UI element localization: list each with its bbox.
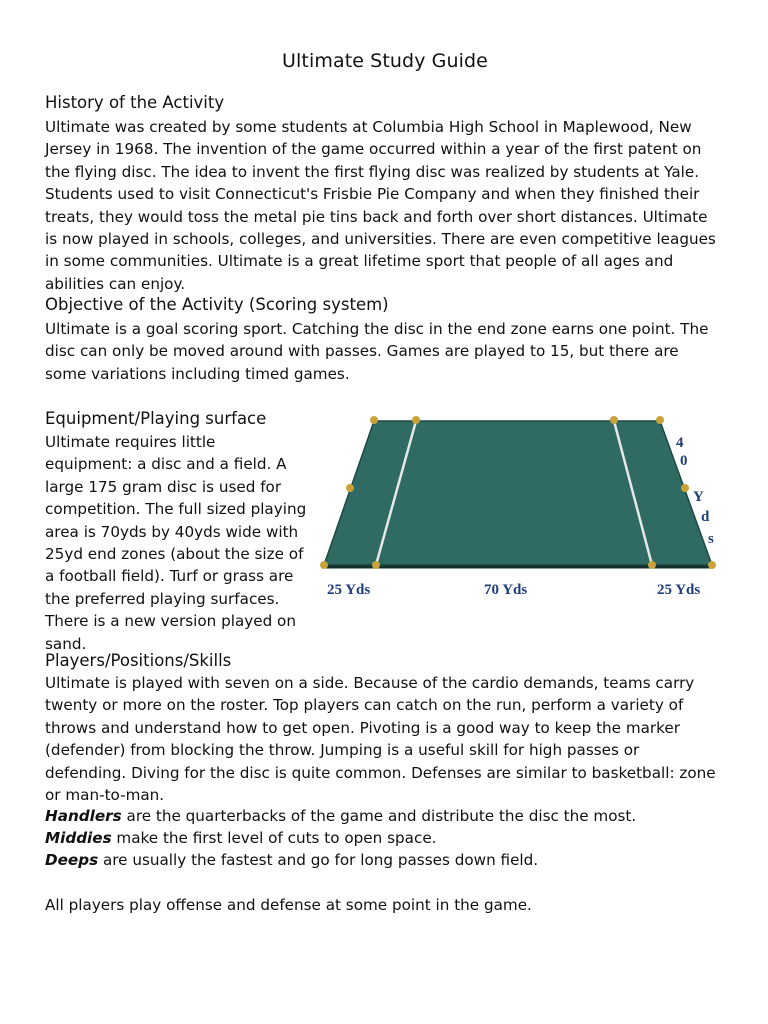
field-length-label: 70 Yds [484, 582, 528, 598]
cone-marker [346, 484, 354, 492]
role-name: Middies [45, 829, 112, 847]
equipment-text: Ultimate requires little equipment: a disc and a field. A large 175 gram disc is used for competition. The full sized playing area is 70yds by 40yds wide with 25yd end zones (about the size of a football field). Turf or grass are the preferred playing surfaces. There is a new version played on sand. [45, 433, 307, 653]
role-desc: make the first level of cuts to open space. [111, 829, 437, 847]
cone-marker [681, 484, 689, 492]
cone-marker [372, 561, 380, 569]
role-desc: are the quarterbacks of the game and distribute the disc the most. [121, 807, 637, 825]
width-label-char: Y [693, 489, 704, 505]
players-heading: Players/Positions/Skills [45, 651, 232, 670]
field-diagram-svg [312, 407, 722, 609]
right-endzone-label: 25 Yds [657, 582, 701, 598]
cone-marker [708, 561, 716, 569]
role-name: Deeps [45, 851, 99, 869]
closing-text: All players play offense and defense at some point in the game. [45, 896, 532, 914]
cone-marker [370, 416, 378, 424]
field-diagram [312, 407, 722, 609]
page-title: Ultimate Study Guide [282, 50, 488, 72]
equipment-heading: Equipment/Playing surface [45, 409, 267, 428]
width-label-char: d [701, 509, 710, 525]
role-desc: are usually the fastest and go for long passes down field. [98, 851, 539, 869]
cone-marker [412, 416, 420, 424]
left-endzone-label: 25 Yds [327, 582, 371, 598]
role-name: Handlers [45, 807, 122, 825]
role-middies [45, 827, 437, 849]
history-text: Ultimate was created by some students at Columbia High School in Maplewood, New Jersey in 1968. The invention of the game occurred within a year of the first patent on the flying disc. The idea to invent the first flying disc was realized by students at Yale. Students used to visit Connecticut's Frisbie Pie Company and when they finished their treats, they would toss the metal pie tins back and forth over short distances. Ultimate is now played in schools, colleges, and universities. There are even competitive leagues in some communities. Ultimate is a great lifetime sport that people of all ages and abilities can enjoy. [45, 118, 716, 293]
width-label-char: 0 [680, 453, 688, 469]
width-label-char: s [708, 531, 714, 547]
history-heading: History of the Activity [45, 93, 225, 112]
objective-heading: Objective of the Activity (Scoring system) [45, 295, 389, 314]
players-text: Ultimate is played with seven on a side. Because of the cardio demands, teams carry twenty or more on the roster. Top players can catch on the run, perform a variety of throws and understand how to get open. Pivoting is a good way to keep the marker (defender) from blocking the throw. Jumping is a useful skill for high passes or defending. Diving for the disc is quite common. Defenses are similar to basketball: zone or man-to-man. [45, 674, 716, 805]
width-label-char: 4 [676, 435, 684, 451]
cone-marker [648, 561, 656, 569]
cone-marker [320, 561, 328, 569]
role-deeps [45, 849, 538, 871]
role-handlers [45, 805, 636, 827]
objective-text: Ultimate is a goal scoring sport. Catching the disc in the end zone earns one point. The disc can only be moved around with passes. Games are played to 15, but there are some variations including timed games. [45, 320, 709, 383]
cone-marker [656, 416, 664, 424]
cone-marker [610, 416, 618, 424]
